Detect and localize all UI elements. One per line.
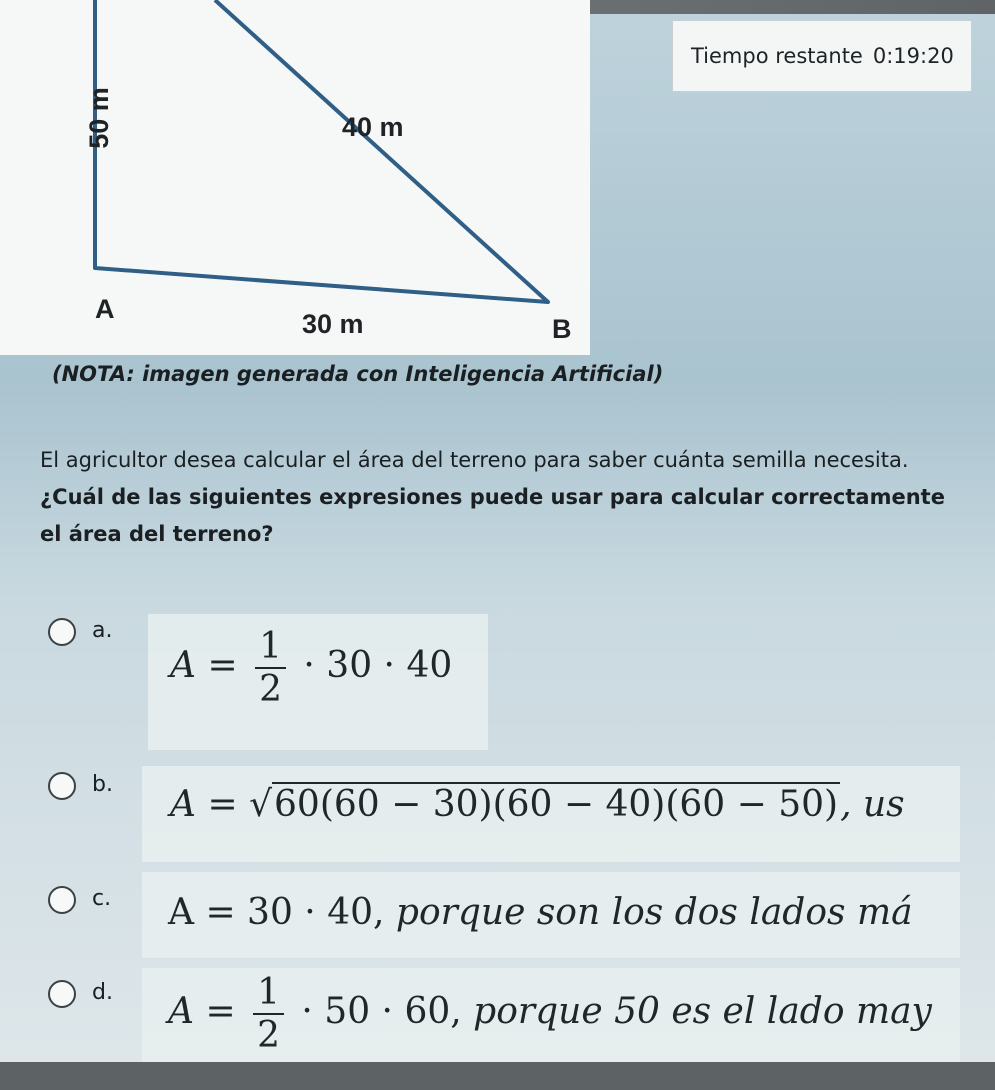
question-intro: El agricultor desea calcular el área del terreno para saber cuánta semilla necesita. <box>40 448 909 472</box>
option-d-expression <box>142 968 960 1062</box>
option-c-rest: porque son los dos lados má <box>395 892 913 933</box>
vertex-a-label: A <box>95 294 115 324</box>
timer-value: 0:19:20 <box>872 44 954 68</box>
side-hyp-label: 40 m <box>342 112 404 142</box>
option-d-letter: d. <box>92 980 113 1005</box>
option-b[interactable] <box>48 772 113 800</box>
option-a-rest: · 30 · 40 <box>303 645 453 686</box>
option-d-rest: · 50 · 60, <box>301 991 462 1032</box>
option-a-fraction <box>255 626 286 710</box>
option-a-letter: a. <box>92 618 113 643</box>
option-a-den: 2 <box>255 667 286 710</box>
option-b-radicand: 60(60 − 30)(60 − 40)(60 − 50) <box>274 784 839 825</box>
option-c-expression <box>142 872 960 958</box>
option-d-tail: porque 50 es el lado may <box>473 991 932 1032</box>
option-b-rest: , us <box>840 784 905 825</box>
option-d-lhs: A = <box>168 991 236 1032</box>
option-a[interactable] <box>48 618 112 646</box>
option-c[interactable] <box>48 886 111 914</box>
radio-c[interactable] <box>48 886 76 914</box>
vertex-b-label: B <box>552 314 572 344</box>
question-bold: ¿Cuál de las siguientes expresiones puede usar para calcular correctamente el área del terreno? <box>40 485 945 546</box>
ai-note: (NOTA: imagen generada con Inteligencia Artificial) <box>52 362 664 386</box>
option-a-lhs: A = <box>170 645 238 686</box>
triangle-shape <box>95 0 548 302</box>
radio-d[interactable] <box>48 980 76 1008</box>
timer-label: Tiempo restante <box>691 44 863 68</box>
radio-a[interactable] <box>48 618 76 646</box>
bottom-bar <box>0 1062 995 1090</box>
option-a-expression <box>148 614 488 750</box>
option-c-letter: c. <box>92 886 112 911</box>
option-b-lhs: A = <box>170 784 238 825</box>
timer-box <box>672 20 972 92</box>
option-d-den: 2 <box>253 1013 284 1056</box>
triangle-diagram <box>40 0 600 360</box>
question-text <box>40 442 960 553</box>
radio-b[interactable] <box>48 772 76 800</box>
option-b-expression <box>142 766 960 862</box>
side-left-label: 50 m <box>84 87 114 149</box>
option-d-num: 1 <box>257 972 280 1013</box>
side-bottom-label: 30 m <box>302 309 364 339</box>
option-b-letter: b. <box>92 772 113 797</box>
option-c-lhs: A = 30 · 40, <box>168 892 385 933</box>
option-a-num: 1 <box>259 626 282 667</box>
option-d[interactable] <box>48 980 113 1008</box>
option-d-fraction <box>253 972 284 1056</box>
option-b-radical: √ <box>249 784 273 825</box>
